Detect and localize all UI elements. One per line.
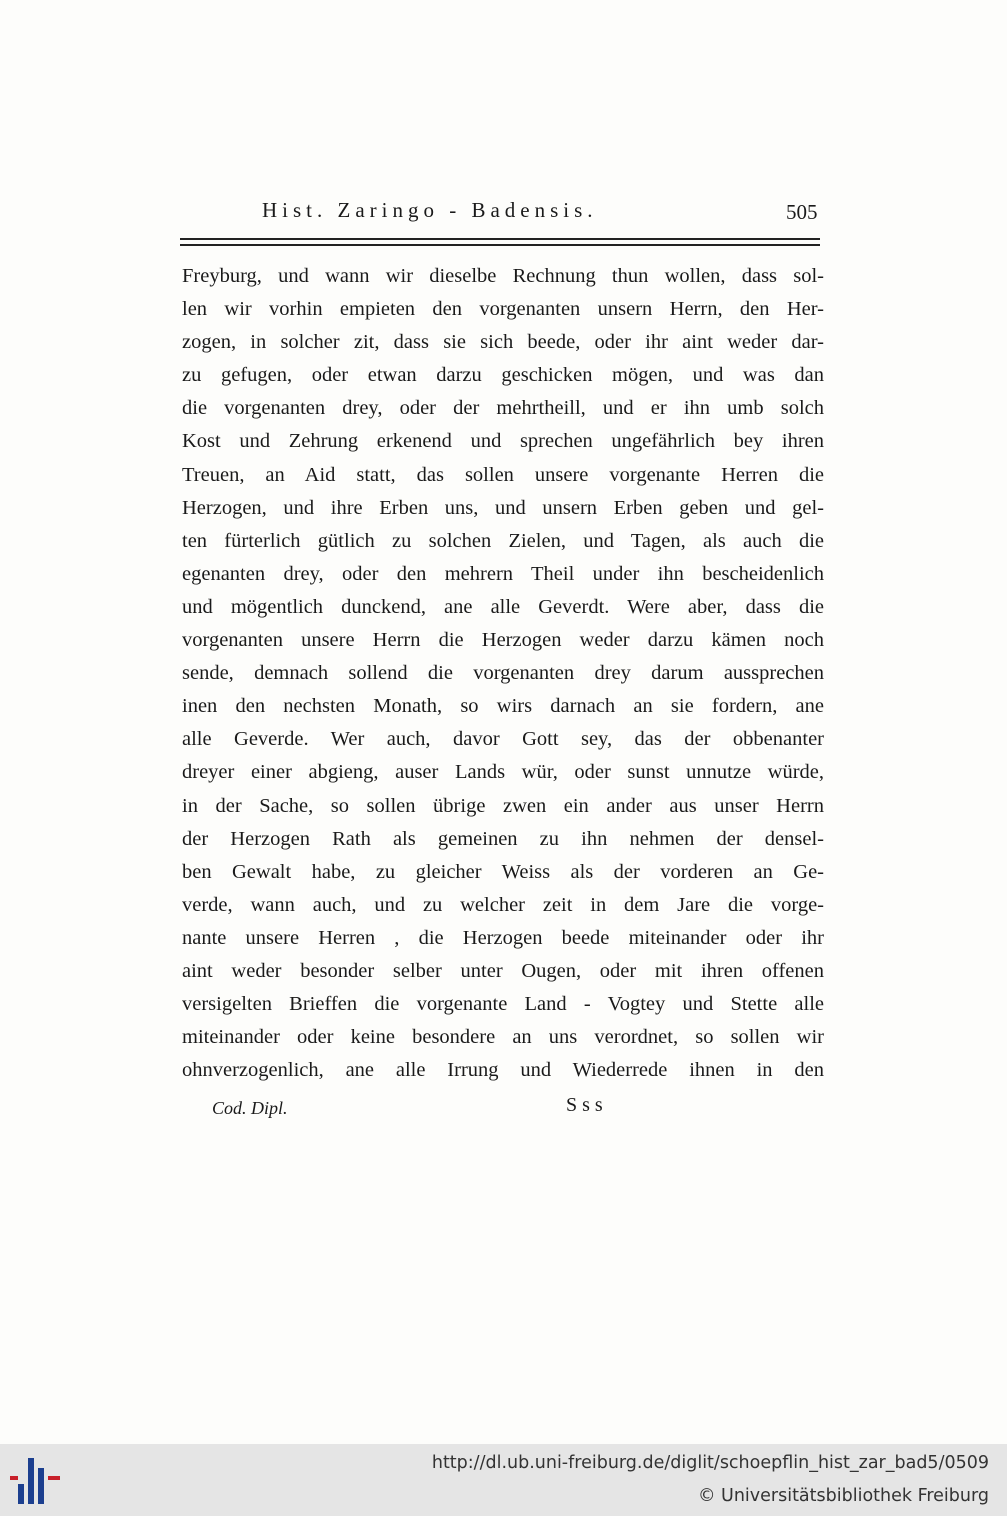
text-line: aint weder besonder selber unter Ougen, oder mit ihren offenen bbox=[182, 959, 824, 982]
text-line: in der Sache, so sollen übrige zwen ein ander aus unser Herrn bbox=[182, 794, 824, 817]
source-abbreviation: Cod. Dipl. bbox=[212, 1098, 288, 1118]
text-line: vorgenanten unsere Herrn die Herzogen weder darzu kämen noch bbox=[182, 629, 824, 652]
text-line: sende, demnach sollend die vorgenanten drey darum aussprechen bbox=[182, 662, 824, 685]
text-line: verde, wann auch, und zu welcher zeit in dem Jare die vorge- bbox=[182, 893, 824, 916]
header-rule-top bbox=[180, 238, 820, 240]
text-line: alle Geverde. Wer auch, davor Gott sey, das der obbenanter bbox=[182, 728, 824, 751]
text-line: dreyer einer abgieng, auser Lands wür, oder sunst unnutze würde, bbox=[182, 761, 824, 784]
text-line: zu gefugen, oder etwan darzu geschicken mögen, und was dan bbox=[182, 364, 824, 387]
text-line: die vorgenanten drey, oder der mehrtheill, und er ihn umb solch bbox=[182, 397, 824, 420]
text-line: len wir vorhin empieten den vorgenanten unsern Herrn, den Her- bbox=[182, 298, 824, 321]
text-line: Freyburg, und wann wir dieselbe Rechnung thun wollen, dass sol- bbox=[182, 265, 824, 287]
text-line: Kost und Zehrung erkenend und sprechen ungefährlich bey ihren bbox=[182, 430, 824, 453]
text-line: und mögentlich dunckend, ane alle Geverdt. Were aber, dass die bbox=[182, 595, 824, 618]
text-line: miteinander oder keine besondere an uns verordnet, so sollen wir bbox=[182, 1026, 824, 1049]
text-line: Treuen, an Aid statt, das sollen unsere vorgenante Herren die bbox=[182, 463, 824, 486]
text-line: ohnverzogenlich, ane alle Irrung und Wiederrede ihnen in den bbox=[182, 1059, 824, 1082]
text-line: ben Gewalt habe, zu gleicher Weiss als der vorderen an Ge- bbox=[182, 860, 824, 883]
text-line: der Herzogen Rath als gemeinen zu ihn nehmen der densel- bbox=[182, 827, 824, 850]
viewer-footer-bar bbox=[0, 1444, 1007, 1516]
text-line: zogen, in solcher zit, dass sie sich beede, oder ihr aint weder dar- bbox=[182, 331, 824, 354]
text-line: nante unsere Herren , die Herzogen beede miteinander oder ihr bbox=[182, 926, 824, 949]
text-line: ten fürterlich gütlich zu solchen Zielen, und Tagen, als auch die bbox=[182, 529, 824, 552]
permalink-url[interactable]: http://dl.ub.uni-freiburg.de/diglit/schoepflin_hist_zar_bad5/0509 bbox=[431, 1453, 989, 1473]
ub-freiburg-logo-icon[interactable] bbox=[10, 1456, 66, 1506]
page-number: 505 bbox=[786, 200, 818, 224]
text-line: versigelten Brieffen die vorgenante Land - Vogtey und Stette alle bbox=[182, 993, 824, 1016]
text-line: egenanten drey, oder den mehrern Theil under ihn bescheidenlich bbox=[182, 562, 824, 585]
text-line: inen den nechsten Monath, so wirs darnach an sie fordern, ane bbox=[182, 695, 824, 718]
header-rule-bottom bbox=[180, 244, 820, 246]
text-line: Herzogen, und ihre Erben uns, und unsern Erben geben und gel- bbox=[182, 496, 824, 519]
signature-mark: Sss bbox=[566, 1094, 608, 1116]
body-text bbox=[182, 260, 824, 1087]
copyright-text: © Universitätsbibliothek Freiburg bbox=[697, 1486, 989, 1506]
running-title: Hist. Zaringo - Badensis. bbox=[262, 198, 598, 222]
